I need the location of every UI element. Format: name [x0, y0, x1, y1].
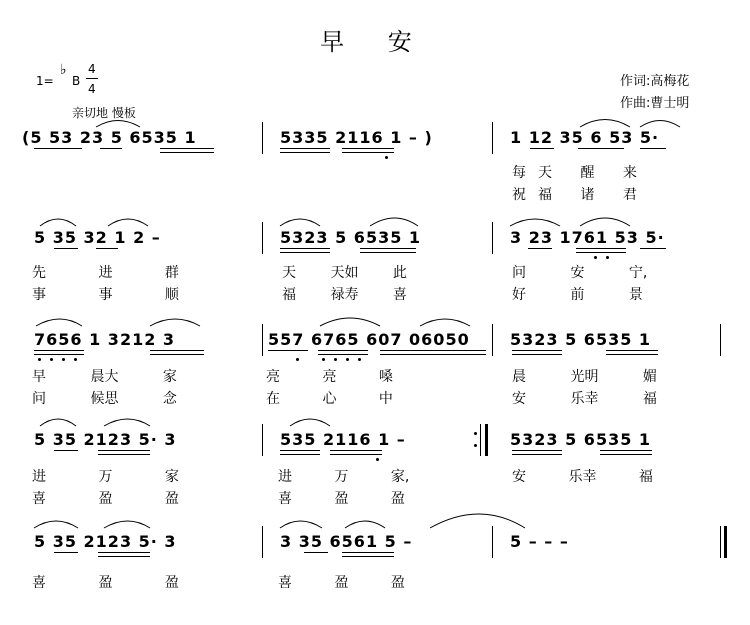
beam	[330, 454, 382, 455]
beam	[342, 556, 394, 557]
slur	[345, 521, 385, 528]
lyric-line-3b-2: 在 心 中	[266, 391, 393, 407]
beam	[160, 152, 214, 153]
slur	[150, 319, 200, 326]
beam	[512, 450, 562, 451]
barline	[720, 324, 721, 356]
time-signature-top: 4	[88, 62, 96, 76]
beam	[318, 354, 368, 355]
octave-dot	[322, 358, 325, 361]
beam	[150, 354, 204, 355]
measure-3: 3 23 1761 53 5·	[510, 228, 665, 247]
barline	[492, 526, 493, 558]
slur	[640, 121, 680, 128]
repeat-dot	[474, 432, 477, 435]
beam	[576, 248, 626, 249]
measure-1: 5 35 2123 5· 3	[34, 532, 177, 551]
beam	[606, 350, 658, 351]
beam	[54, 552, 78, 553]
beam	[600, 450, 652, 451]
octave-dot	[38, 358, 41, 361]
octave-dot	[376, 458, 379, 461]
beam	[96, 248, 118, 249]
lyric-line-5a-1: 喜 盈 盈	[32, 575, 179, 591]
beam	[54, 248, 78, 249]
measure-2: 535 2116 1 –	[280, 430, 406, 449]
beam	[280, 252, 330, 253]
slur	[320, 318, 380, 326]
octave-dot	[50, 358, 53, 361]
beam	[98, 454, 150, 455]
measure-1: 5 35 2123 5· 3	[34, 430, 177, 449]
octave-dot	[296, 358, 299, 361]
beam	[280, 152, 330, 153]
beam	[150, 350, 204, 351]
beam	[34, 354, 84, 355]
lyric-line-3b-1: 问 候思 念	[32, 391, 177, 407]
flat-sign: ♭	[60, 62, 67, 78]
lyric-line-4b-1: 喜 盈 盈	[32, 491, 179, 507]
lyric-line-2b-1: 事 事 顺	[32, 287, 179, 303]
lyric-line-2b-3: 好 前 景	[512, 287, 643, 303]
beam	[318, 350, 368, 351]
beam	[640, 248, 666, 249]
barline	[262, 222, 263, 254]
measure-3: 1 12 35 6 53 5·	[510, 128, 660, 147]
measure-1: (5 53 23 5 6535 1	[22, 128, 197, 147]
slur	[40, 419, 76, 426]
lyric-line-3a-3: 晨 光明 媚	[512, 369, 657, 385]
lyric-line-5a-2: 喜 盈 盈	[278, 575, 405, 591]
key-note: B	[72, 74, 81, 88]
beam	[330, 450, 382, 451]
beam	[280, 148, 330, 149]
beam	[98, 450, 150, 451]
beam	[304, 552, 328, 553]
octave-dot	[606, 256, 609, 259]
measure-3: 5323 5 6535 1	[510, 430, 652, 449]
slur	[580, 218, 630, 226]
beam	[512, 350, 562, 351]
beam	[342, 152, 394, 153]
slur	[280, 219, 320, 226]
beam	[100, 148, 122, 149]
lyricist-credit: 作词:高梅花	[620, 74, 690, 89]
beam	[342, 552, 394, 553]
beam	[98, 556, 150, 557]
barline	[262, 324, 263, 356]
slur	[36, 319, 82, 326]
barline	[492, 324, 493, 356]
beam	[528, 248, 552, 249]
octave-dot	[385, 156, 388, 159]
lyric-line-3a-2: 亮 亮 嗓	[266, 369, 393, 385]
measure-2: 557 6765 607 06050	[268, 330, 470, 349]
song-title: 早 安	[320, 28, 430, 56]
slur	[430, 514, 525, 528]
octave-dot	[62, 358, 65, 361]
beam	[280, 248, 330, 249]
final-barline-thick	[724, 526, 727, 558]
measure-2: 5323 5 6535 1	[280, 228, 422, 247]
slur	[104, 521, 150, 528]
key-prefix: 1=	[36, 74, 54, 88]
lyric-line-1b: 祝福 诸 君	[512, 187, 649, 203]
beam	[606, 354, 658, 355]
slur	[290, 419, 330, 426]
octave-dot	[594, 256, 597, 259]
measure-2: 5335 2116 1 – )	[280, 128, 433, 147]
lyric-line-2a-1: 先 进 群	[32, 265, 179, 281]
repeat-barline-thin	[480, 424, 481, 456]
measure-1: 7656 1 3212 3	[34, 330, 176, 349]
beam	[380, 350, 486, 351]
beam	[512, 354, 562, 355]
slur	[580, 120, 630, 128]
repeat-dot	[474, 444, 477, 447]
beam	[342, 148, 394, 149]
beam	[578, 148, 624, 149]
tempo-marking: 亲切地 慢板	[72, 106, 136, 120]
barline	[492, 122, 493, 154]
lyric-line-2b-2: 福 禄寿 喜	[282, 287, 407, 303]
beam	[280, 450, 320, 451]
octave-dot	[358, 358, 361, 361]
final-barline-thin	[720, 526, 721, 558]
lyric-line-2a-2: 天 天如 此	[282, 265, 407, 281]
beam	[280, 454, 320, 455]
beam	[576, 252, 626, 253]
beam	[268, 350, 308, 351]
octave-dot	[74, 358, 77, 361]
barline	[262, 424, 263, 456]
beam	[530, 148, 554, 149]
slur	[280, 521, 322, 528]
barline	[492, 222, 493, 254]
lyric-line-3b-3: 安 乐幸 福	[512, 391, 657, 407]
measure-2: 3 35 6561 5 –	[280, 532, 413, 551]
slur	[510, 219, 560, 226]
barline	[262, 526, 263, 558]
slur	[96, 121, 140, 128]
measure-1: 5 35 32 1 2 –	[34, 228, 161, 247]
measure-3: 5 – – –	[510, 532, 569, 551]
beam	[160, 148, 214, 149]
barline	[262, 122, 263, 154]
repeat-barline-thick	[485, 424, 488, 456]
beam	[512, 454, 562, 455]
beam	[640, 148, 666, 149]
lyric-line-2a-3: 问 安 宁,	[512, 265, 648, 281]
lyric-line-4b-2: 喜 盈 盈	[278, 491, 405, 507]
octave-dot	[346, 358, 349, 361]
time-signature-bottom: 4	[88, 82, 96, 96]
composer-credit: 作曲:曹士明	[620, 96, 690, 111]
octave-dot	[334, 358, 337, 361]
beam	[34, 148, 82, 149]
lyric-line-4a-3: 安 乐幸 福	[512, 469, 653, 485]
slur	[40, 219, 76, 226]
lyric-line-3a-1: 早 晨大 家	[32, 369, 177, 385]
lyric-line-1a: 每天 醒 来	[512, 165, 649, 181]
beam	[34, 350, 84, 351]
beam	[54, 450, 78, 451]
beam	[600, 454, 652, 455]
measure-3: 5323 5 6535 1	[510, 330, 652, 349]
lyric-line-4a-1: 进 万 家	[32, 469, 179, 485]
slur	[420, 319, 470, 326]
beam	[380, 354, 486, 355]
beam	[360, 252, 416, 253]
slur	[108, 219, 148, 226]
slur	[370, 218, 418, 226]
lyric-line-4a-2: 进 万 家,	[278, 469, 410, 485]
beam	[98, 552, 150, 553]
slur	[34, 521, 78, 528]
beam	[360, 248, 416, 249]
slur	[104, 419, 150, 426]
